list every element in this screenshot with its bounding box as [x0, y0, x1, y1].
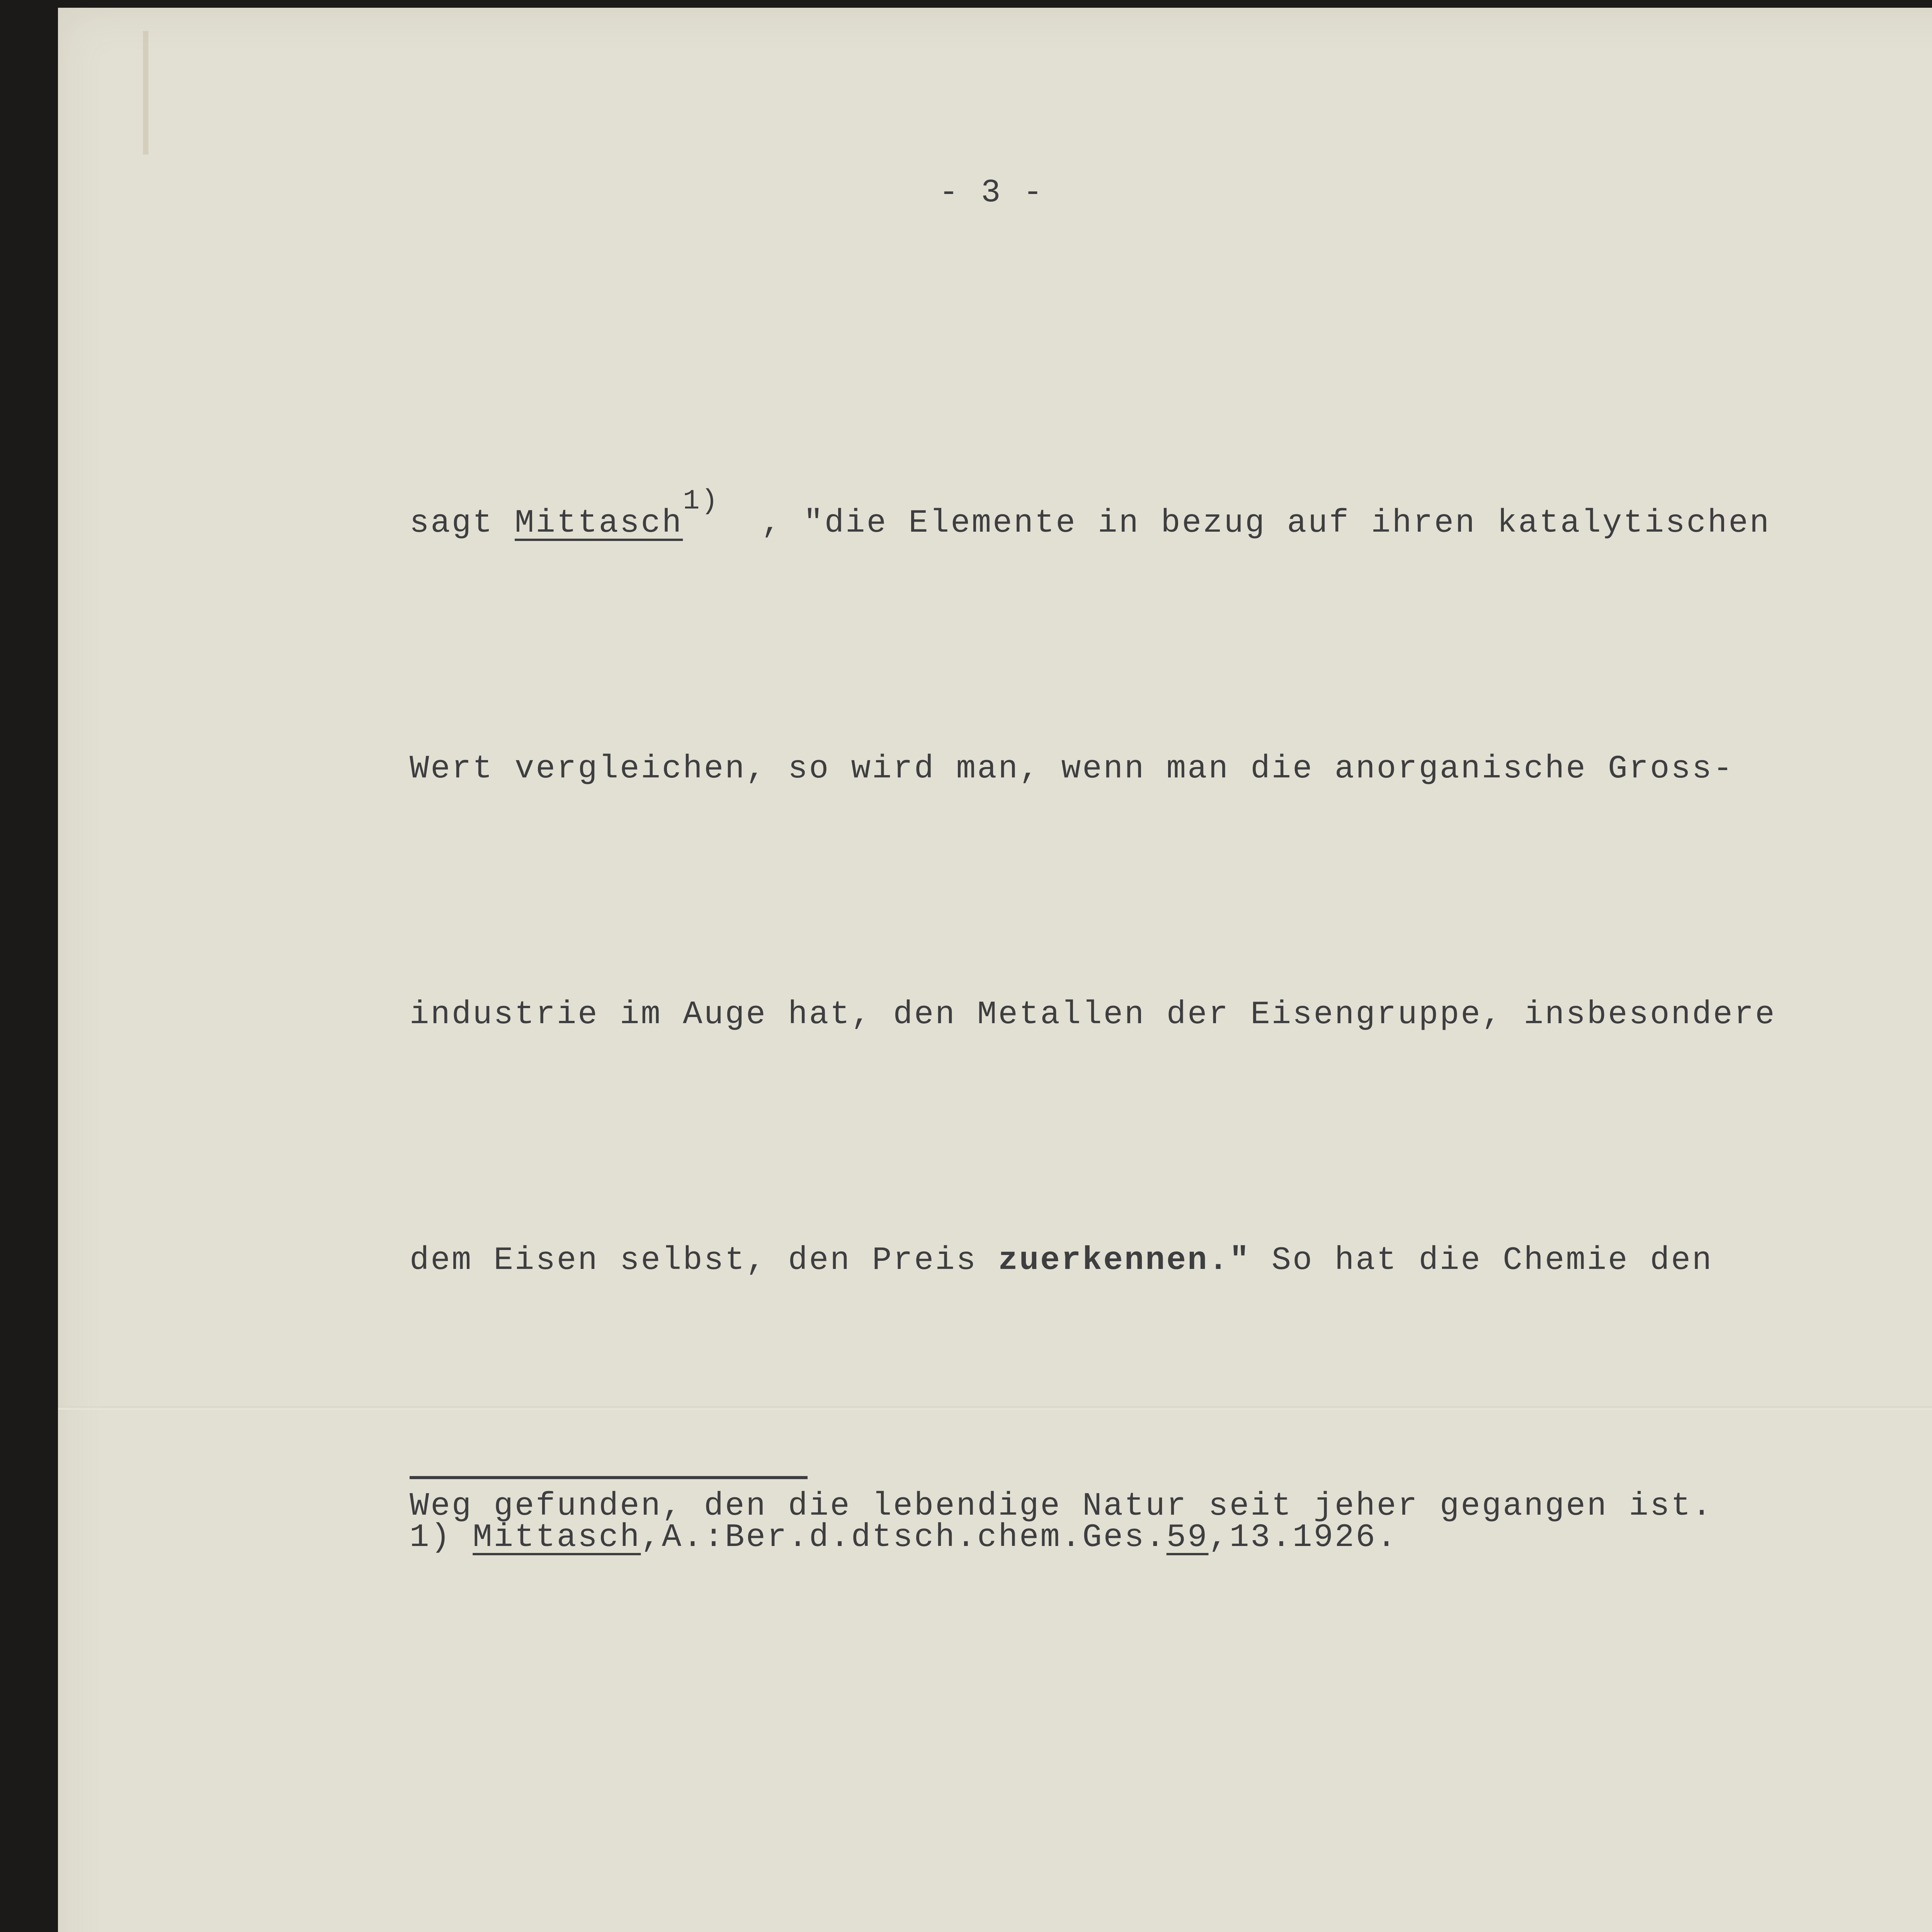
line-text: , "die Elemente in bezug auf ihren katalytischen — [719, 505, 1771, 542]
footnote — [410, 1507, 1398, 1569]
punch-mark — [143, 31, 148, 155]
body-text — [410, 319, 1776, 1711]
body-line-4 — [410, 1220, 1776, 1302]
footnote-author: Mittasch — [473, 1519, 641, 1556]
body-line-1 — [410, 483, 1776, 565]
footnote-ref: 1) — [683, 485, 719, 517]
footnote-marker: 1) — [410, 1519, 473, 1556]
footnote-citation: ,A.:Ber.d.dtsch.chem.Ges. — [641, 1519, 1167, 1556]
body-line-5: Weg gefunden, den die lebendige Natur seit jeher gegangen ist. — [410, 1488, 1713, 1525]
document-page — [58, 8, 1932, 1932]
author-name: Mittasch — [515, 505, 683, 542]
footnote-citation-end: ,13.1926. — [1208, 1519, 1398, 1556]
emphasized-word: zuerkennen." — [998, 1242, 1251, 1279]
line-text: dem Eisen selbst, den Preis — [410, 1242, 998, 1279]
footnote-volume: 59 — [1166, 1519, 1209, 1556]
line-text: So hat die Chemie den — [1250, 1242, 1713, 1279]
page-number: - 3 - — [939, 175, 1044, 211]
footnote-separator — [410, 1476, 808, 1479]
body-line-2: Wert vergleichen, so wird man, wenn man die anorganische Gross- — [410, 751, 1734, 787]
body-line-3: industrie im Auge hat, den Metallen der Eisengruppe, insbesondere — [410, 997, 1776, 1033]
line-text: sagt — [410, 505, 515, 542]
